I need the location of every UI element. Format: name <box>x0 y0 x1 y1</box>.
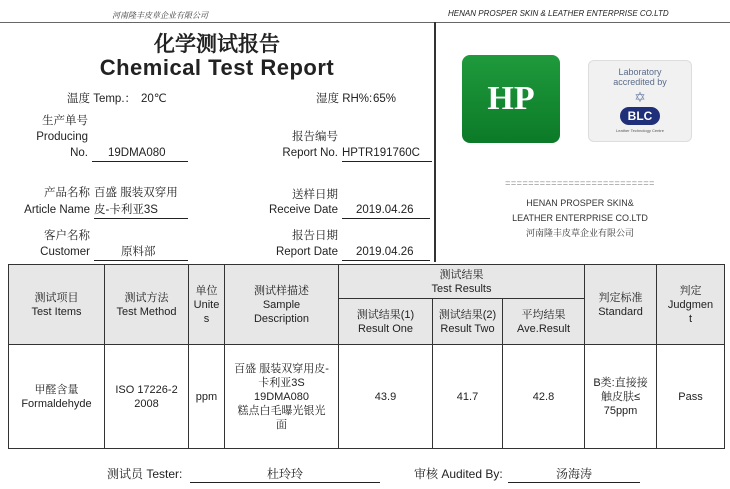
td-unit: ppm <box>189 345 225 449</box>
td-ave-result: 42.8 <box>503 345 585 449</box>
blc-small: Leather Technology Centre <box>616 128 664 133</box>
humidity-value: 65% <box>373 93 397 105</box>
tester-label: 测试员 Tester: <box>107 467 183 481</box>
receive-date-value: 2019.04.26 <box>342 203 430 219</box>
header-divider <box>0 22 730 23</box>
customer-label-cn: 客户名称 <box>44 230 90 242</box>
table-header-row <box>9 265 725 299</box>
td-result-two: 41.7 <box>433 345 503 449</box>
report-date-value: 2019.04.26 <box>342 245 430 261</box>
star-icon: ✡ <box>634 89 646 105</box>
td-standard: B类:直接接 触皮肤≤ 75ppm <box>585 345 657 449</box>
blc-mark: BLC <box>620 107 660 125</box>
report-no-label-cn: 报告编号 <box>292 131 338 143</box>
th-result-one: 测试结果(1) Result One <box>339 299 433 345</box>
th-test-method: 测试方法 Test Method <box>105 265 189 345</box>
producing-label-cn: 生产单号 <box>42 115 88 127</box>
customer-label-en: Customer <box>40 246 90 258</box>
td-test-item: 甲醛含量 Formaldehyde <box>9 345 105 449</box>
company-line2: LEATHER ENTERPRISE CO.LTD <box>512 213 648 223</box>
td-judgment: Pass <box>657 345 725 449</box>
blc-logo <box>588 60 692 142</box>
td-sample-description: 百盛 服装双穿用皮- 卡利亚3S 19DMA080 糕点白毛曝光银光 面 <box>225 345 339 449</box>
vertical-divider <box>434 22 436 262</box>
company-line1: HENAN PROSPER SKIN& <box>526 198 634 208</box>
blc-line2: accredited by <box>613 77 667 87</box>
temp-label: 温度 Temp.： <box>67 93 137 105</box>
th-test-results: 测试结果 Test Results <box>339 265 585 299</box>
title-cn: 化学测试报告 <box>154 32 280 56</box>
article-value-line1: 百盛 服装双穿用 <box>94 187 178 199</box>
report-no-label-en: Report No. <box>282 147 338 159</box>
results-table <box>8 264 725 449</box>
th-standard: 判定标准 Standard <box>585 265 657 345</box>
humidity-label: 湿度 RH%: <box>316 93 373 105</box>
th-judgment: 判定 Judgmen t <box>657 265 725 345</box>
td-test-method: ISO 17226-2 2008 <box>105 345 189 449</box>
th-sample-description: 测试样描述 Sample Description <box>225 265 339 345</box>
article-value-line2: 皮-卡利亚3S <box>94 203 188 219</box>
report-no-value: HPTR191760C <box>342 146 432 162</box>
report-date-label-cn: 报告日期 <box>292 230 338 242</box>
th-ave-result: 平均结果 Ave.Result <box>503 299 585 345</box>
dash-divider: ========================== <box>505 178 655 188</box>
th-result-two: 测试结果(2) Result Two <box>433 299 503 345</box>
producing-label-no: No. <box>70 147 88 159</box>
audited-value: 汤海涛 <box>508 465 640 483</box>
article-label-en: Article Name <box>24 204 90 216</box>
header-company-en: HENAN PROSPER SKIN & LEATHER ENTERPRISE CO.LTD <box>448 9 669 18</box>
title-en: Chemical Test Report <box>99 55 335 80</box>
audited-label: 审核 Audited By: <box>414 467 503 481</box>
producing-no-value: 19DMA080 <box>92 146 188 162</box>
td-result-one: 43.9 <box>339 345 433 449</box>
producing-label-en: Producing <box>36 131 88 143</box>
hp-logo: HP <box>462 55 560 143</box>
receive-date-label-en: Receive Date <box>268 204 338 216</box>
table-row <box>9 345 725 449</box>
receive-date-label-cn: 送样日期 <box>292 189 338 201</box>
company-line3: 河南隆丰皮草企业有限公司 <box>525 228 634 238</box>
tester-value: 杜玲玲 <box>190 465 380 483</box>
report-date-label-en: Report Date <box>275 246 338 258</box>
th-units: 单位 Unite s <box>189 265 225 345</box>
th-test-items: 测试项目 Test Items <box>9 265 105 345</box>
article-label-cn: 产品名称 <box>44 187 90 199</box>
customer-value: 原料部 <box>94 245 188 261</box>
blc-line1: Laboratory <box>618 67 662 77</box>
header-company-cn: 河南隆丰皮草企业有限公司 <box>112 11 208 20</box>
temp-value: 20℃ <box>141 93 167 105</box>
